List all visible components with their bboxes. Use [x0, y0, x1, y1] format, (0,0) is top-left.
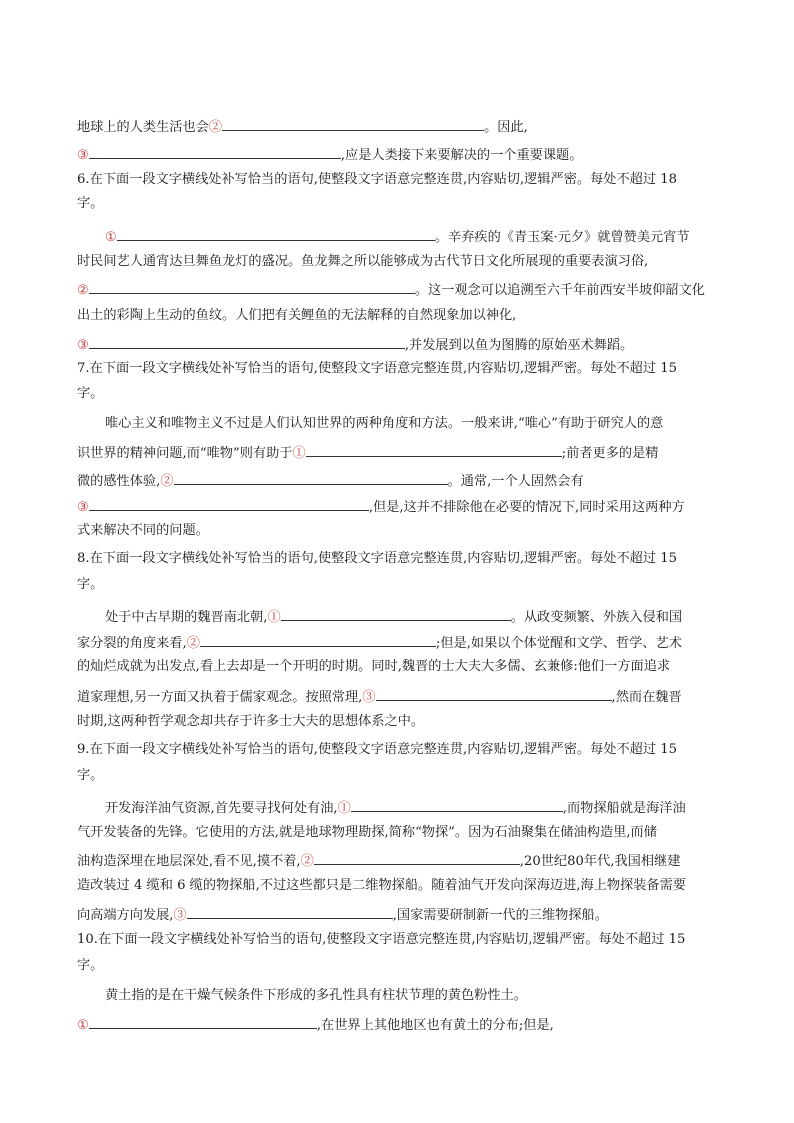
text-line	[77, 687, 682, 706]
blank-number: ②	[186, 636, 200, 651]
text-run: 微的感性体验,	[77, 474, 161, 489]
fill-in-blank[interactable]	[306, 443, 562, 457]
text-line	[77, 878, 686, 894]
text-run: 时期,这两种哲学观念却共存于许多士大夫的思想体系之中。	[77, 714, 425, 729]
text-run: 6.在下面一段文字横线处补写恰当的语句,使整段文字语意完整连贯,内容贴切,逻辑严密。每处不超过 18	[77, 172, 678, 187]
text-line	[77, 196, 103, 212]
text-run: 道家理想,另一方面又执着于儒家观念。按照常理,	[77, 690, 363, 705]
text-line	[77, 361, 677, 377]
text-run: 。从政变频繁、外族入侵和国	[510, 610, 683, 625]
text-run: 出土的彩陶上生动的鱼纹。人们把有关鲤鱼的无法解释的自然现象加以神化,	[77, 308, 517, 323]
text-run: 式来解决不同的问题。	[77, 523, 209, 538]
blank-number: ③	[77, 148, 89, 163]
text-run: 向高端方向发展,	[77, 908, 174, 923]
blank-number: ③	[173, 908, 187, 923]
fill-in-blank[interactable]	[89, 1015, 317, 1029]
text-line	[77, 742, 677, 758]
text-run: 。辛弃疾的《青玉案·元夕》就曾赞美元宵节	[434, 230, 690, 245]
text-line	[77, 551, 677, 567]
fill-in-blank[interactable]	[281, 607, 511, 621]
text-line	[77, 308, 516, 324]
text-run: 10.在下面一段文字横线处补写恰当的语句,使整段文字语意完整连贯,内容贴切,逻辑严密。每处不超过 15	[77, 932, 686, 947]
text-run: ,在世界上其他地区也有黄土的分布;但是,	[316, 1018, 554, 1033]
text-run: 字。	[77, 768, 104, 783]
text-line	[77, 633, 682, 652]
text-line	[77, 659, 670, 675]
text-line	[77, 714, 424, 730]
text-line	[77, 497, 685, 516]
text-line	[77, 825, 657, 841]
text-run: 字。	[77, 386, 104, 401]
text-line	[77, 280, 705, 299]
text-line	[105, 416, 663, 432]
text-line	[77, 145, 582, 164]
fill-in-blank[interactable]	[200, 633, 436, 647]
blank-number: ③	[77, 338, 89, 353]
text-run: ;前者更多的是精	[561, 446, 659, 461]
text-run: ,但是,这并不排除他在必要的情况下,同时采用这两种方	[368, 500, 685, 515]
text-line	[77, 117, 528, 136]
text-run: 7.在下面一段文字横线处补写恰当的语句,使整段文字语意完整连贯,内容贴切,逻辑严密。每处不超过 15	[77, 361, 678, 376]
text-run: ,国家需要研制新一代的三维物探船。	[392, 908, 608, 923]
text-line	[105, 227, 690, 246]
blank-number: ②	[77, 283, 89, 298]
text-run: 字。	[77, 577, 104, 592]
blank-number: ①	[337, 801, 351, 816]
text-run: ,20世纪80年代,我国相继建	[519, 854, 681, 869]
blank-number: ③	[77, 500, 89, 515]
text-line	[77, 386, 103, 402]
text-run: 地球上的人类生活也会	[77, 120, 209, 135]
text-run: ;但是,如果以个体觉醒和文学、哲学、艺术	[435, 636, 682, 651]
text-run: 开发海洋油气资源,首先要寻找何处有油,	[105, 801, 338, 816]
fill-in-blank[interactable]	[89, 497, 369, 511]
text-run: 的灿烂成就为出发点,看上去却是一个开明的时期。同时,魏晋的士大夫大多儒、玄兼修:他们一方面追求	[77, 659, 671, 674]
blank-number: ②	[160, 474, 174, 489]
fill-in-blank[interactable]	[89, 145, 341, 159]
fill-in-blank[interactable]	[222, 117, 484, 131]
text-run: 。因此,	[484, 120, 528, 135]
text-run: 气开发装备的先锋。它使用的方法,就是地球物理勘探,简称“物探”。因为石油聚集在储油构造里,而储	[77, 825, 657, 840]
text-run: ,应是人类接下来要解决的一个重要课题。	[340, 148, 583, 163]
text-run: 处于中古早期的魏晋南北朝,	[105, 610, 268, 625]
fill-in-blank[interactable]	[376, 687, 612, 701]
fill-in-blank[interactable]	[174, 471, 448, 485]
text-line	[77, 851, 680, 870]
blank-number: ①	[267, 610, 281, 625]
text-run: 字。	[77, 196, 104, 211]
text-line	[77, 768, 103, 784]
text-run: ,而物探船就是海洋油	[562, 801, 686, 816]
fill-in-blank[interactable]	[351, 798, 563, 812]
blank-number: ①	[105, 230, 117, 245]
text-line	[77, 335, 633, 354]
blank-number: ①	[77, 1018, 89, 1033]
text-run: 字。	[77, 958, 104, 973]
text-line	[105, 607, 682, 626]
text-run: 。这一观念可以追溯至六千年前西安半坡仰韶文化	[414, 283, 705, 298]
fill-in-blank[interactable]	[117, 227, 435, 241]
fill-in-blank[interactable]	[314, 851, 520, 865]
text-run: 9.在下面一段文字横线处补写恰当的语句,使整段文字语意完整连贯,内容贴切,逻辑严密。每处不超过 15	[77, 742, 678, 757]
text-run: 家分裂的角度来看,	[77, 636, 187, 651]
text-line	[77, 254, 648, 270]
blank-number: ②	[300, 854, 314, 869]
blank-number: ②	[208, 120, 223, 135]
text-run: 油构造深埋在地层深处,看不见,摸不着,	[77, 854, 301, 869]
blank-number: ③	[362, 690, 376, 705]
text-run: ,并发展到以鱼为图腾的原始巫术舞蹈。	[404, 338, 634, 353]
text-line	[77, 577, 103, 593]
text-run: 唯心主义和唯物主义不过是人们认知世界的两种角度和方法。一般来讲,“唯心”有助于研究人的意	[105, 416, 664, 431]
text-run: 8.在下面一段文字横线处补写恰当的语句,使整段文字语意完整连贯,内容贴切,逻辑严密。每处不超过 15	[77, 551, 678, 566]
text-run: 黄土指的是在干燥气候条件下形成的多孔性具有柱状节理的黄色粉性土。	[105, 988, 527, 1003]
text-run: 时民间艺人通宵达旦舞鱼龙灯的盛况。鱼龙舞之所以能够成为古代节日文化所展现的重要表演习俗,	[77, 254, 649, 269]
text-line	[77, 471, 584, 490]
text-line	[77, 958, 103, 974]
fill-in-blank[interactable]	[89, 335, 405, 349]
text-line	[77, 932, 685, 948]
fill-in-blank[interactable]	[187, 905, 393, 919]
text-line	[77, 172, 677, 188]
blank-number: ①	[292, 446, 306, 461]
text-run: 。通常,一个人固然会有	[447, 474, 584, 489]
text-line	[105, 798, 686, 817]
text-run: 识世界的精神问题,而“唯物”则有助于	[77, 446, 293, 461]
text-run: 造改装过 4 缆和 6 缆的物探船,不过这些都只是二维物探船。随着油气开发向深海迈进,海上物探装备需要	[77, 878, 686, 893]
text-line	[77, 905, 608, 924]
text-line	[105, 988, 527, 1004]
text-line	[77, 1015, 554, 1034]
text-line	[77, 443, 658, 462]
text-line	[77, 523, 209, 539]
text-run: ,然而在魏晋	[611, 690, 682, 705]
fill-in-blank[interactable]	[89, 280, 415, 294]
